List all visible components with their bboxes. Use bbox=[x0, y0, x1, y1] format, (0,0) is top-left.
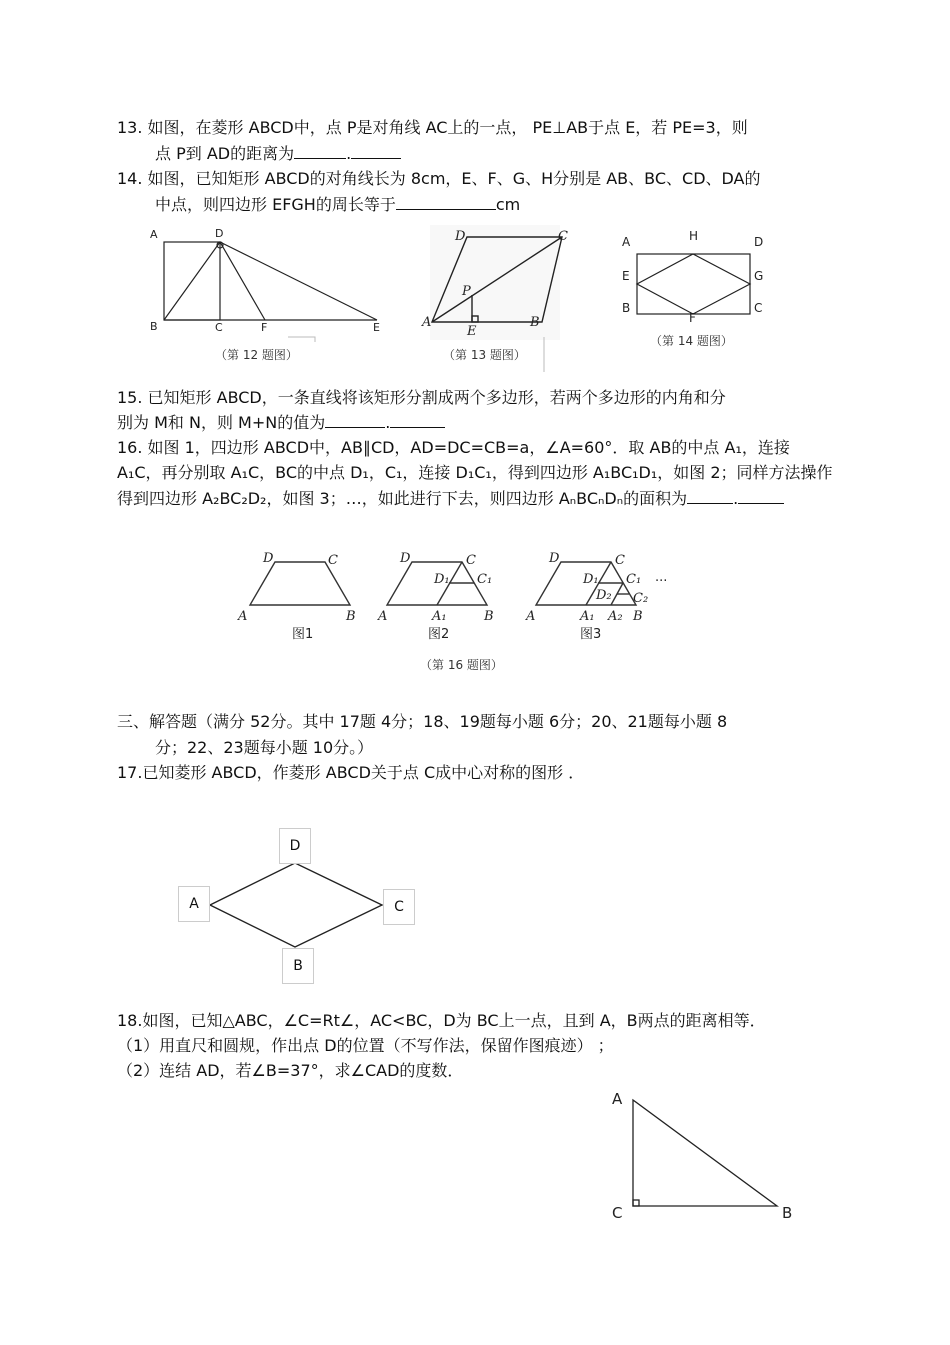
q15-line2 bbox=[117, 412, 445, 434]
fig16-fig2-label-A1: A₁ bbox=[432, 609, 447, 624]
fig13-label-P: P bbox=[462, 284, 471, 299]
fig16-fig1-label-D: D bbox=[263, 551, 274, 566]
fig16-fig3-label-A1: A₁ bbox=[580, 609, 595, 624]
fig16-fig3-label-C: C bbox=[615, 553, 625, 568]
fig16-fig3-label-A2: A₂ bbox=[608, 609, 623, 624]
fig16-fig3-label-D: D bbox=[549, 551, 560, 566]
figure-18 bbox=[600, 1080, 810, 1230]
figure-14 bbox=[615, 222, 785, 332]
q13-line1: 13. 如图，在菱形 ABCD中，点 P是对角线 AC上的一点， PE⊥AB于点 E，若 PE=3，则 bbox=[117, 118, 748, 137]
q15-line2-end: . bbox=[385, 413, 391, 432]
fig16-fig2-label-A: A bbox=[378, 609, 388, 624]
q13-line2-end: . bbox=[346, 144, 352, 163]
q17-text: 17.已知菱形 ABCD，作菱形 ABCD关于点 C成中心对称的图形 ． bbox=[117, 763, 585, 782]
q13-line2 bbox=[155, 143, 401, 165]
fig16-fig2-label-C1: C₁ bbox=[477, 572, 493, 587]
fig14-label-E: E bbox=[622, 269, 630, 283]
q14-line2-end: cm bbox=[495, 195, 521, 214]
answer-blank bbox=[687, 503, 733, 504]
fig14-label-A: A bbox=[622, 235, 631, 249]
q13-line2-text: 点 P到 AD的距离为 bbox=[155, 144, 295, 163]
fig16-fig3-label-C2: C₂ bbox=[633, 591, 649, 606]
fig16-fig2-label-B: B bbox=[484, 609, 494, 624]
fig18-label-C: C bbox=[612, 1204, 623, 1222]
fig12-label-F: F bbox=[261, 321, 268, 334]
fig16-fig3-label-B: B bbox=[633, 609, 643, 624]
fig12-label-C: C bbox=[215, 321, 223, 334]
fig16-fig3-label-C1: C₁ bbox=[626, 572, 642, 587]
fig14-label-C: C bbox=[754, 301, 763, 315]
fig13-caption: （第 13 题图） bbox=[443, 348, 526, 362]
fig14-label-F: F bbox=[689, 311, 696, 325]
fig16-fig1-label-C: C bbox=[328, 553, 338, 568]
q18-line2: （1）用直尺和圆规，作出点 D的位置（不写作法，保留作图痕迹） ； bbox=[117, 1036, 614, 1055]
q14-line1: 14. 如图，已知矩形 ABCD的对角线长为 8cm，E、F、G、H分别是 AB、BC、CD、DA的 bbox=[117, 169, 761, 188]
fig12-label-E: E bbox=[373, 321, 380, 334]
fig14-caption: （第 14 题图） bbox=[650, 334, 733, 348]
answer-blank bbox=[325, 427, 385, 428]
fig16-sub3: 图3 bbox=[580, 627, 602, 642]
fig14-label-H: H bbox=[689, 229, 699, 243]
q18-line1: 18.如图，已知△ABC，∠C=Rt∠，AC<BC，D为 BC上一点，且到 A，B两点的距离相等． bbox=[117, 1011, 766, 1030]
fig16-sub2: 图2 bbox=[428, 627, 450, 642]
fig16-fig2-label-D: D bbox=[400, 551, 411, 566]
fig17-label-B: B bbox=[282, 948, 314, 984]
fig13-label-A: A bbox=[422, 315, 432, 330]
fig17-label-C: C bbox=[383, 889, 415, 925]
fig12-caption: （第 12 题图） bbox=[215, 348, 298, 362]
fig18-label-A: A bbox=[612, 1090, 623, 1108]
fig13-label-D: D bbox=[455, 229, 466, 244]
fig18-label-B: B bbox=[782, 1204, 793, 1222]
answer-blank bbox=[390, 427, 445, 428]
fig16-fig1-label-B: B bbox=[346, 609, 356, 624]
q16-line3-text: 得到四边形 A₂BC₂D₂，如图 3；…，如此进行下去，则四边形 AₙBCₙDₙ的面积为 bbox=[117, 489, 688, 508]
q16-line3 bbox=[117, 488, 784, 510]
q18-line3: （2）连结 AD，若∠B=37°，求∠CAD的度数． bbox=[117, 1061, 464, 1080]
fig13-label-E: E bbox=[467, 324, 477, 339]
fig17-label-A: A bbox=[178, 886, 210, 922]
fig17-label-D: D bbox=[279, 828, 311, 864]
fig14-label-G: G bbox=[754, 269, 764, 283]
fig12-label-B: B bbox=[150, 320, 158, 333]
fig16-dots: ··· bbox=[655, 574, 668, 589]
answer-blank bbox=[351, 158, 401, 159]
answer-blank bbox=[294, 158, 346, 159]
fig16-fig3-label-D2: D₂ bbox=[596, 588, 612, 603]
q16-line3-end: . bbox=[733, 489, 739, 508]
section3-line2: 分；22、23题每小题 10分。） bbox=[155, 738, 374, 757]
answer-blank bbox=[396, 209, 496, 210]
answer-blank bbox=[738, 503, 784, 504]
fig16-fig2-label-C: C bbox=[466, 553, 476, 568]
section3-line1: 三、解答题（满分 52分。其中 17题 4分；18、19题每小题 6分；20、21题每小题 8 bbox=[117, 712, 728, 731]
fig12-label-D: D bbox=[215, 227, 224, 240]
fig16-fig1-label-A: A bbox=[238, 609, 248, 624]
fig16-fig3-label-A: A bbox=[526, 609, 536, 624]
q16-line2: A₁C，再分别取 A₁C，BC的中点 D₁，C₁，连接 D₁C₁，得到四边形 A₁BC₁D₁，如图 2；同样方法操作 bbox=[117, 463, 833, 482]
q14-line2-text: 中点，则四边形 EFGH的周长等于 bbox=[155, 195, 396, 214]
fig13-label-C: C bbox=[558, 229, 568, 244]
figure-12 bbox=[140, 222, 390, 342]
q14-line2 bbox=[155, 194, 520, 216]
fig13-label-B: B bbox=[530, 315, 540, 330]
fig16-fig2-label-D1: D₁ bbox=[434, 572, 450, 587]
fig14-label-B: B bbox=[622, 301, 631, 315]
fig16-fig3-label-D1: D₁ bbox=[583, 572, 599, 587]
fig14-label-D: D bbox=[754, 235, 764, 249]
fig12-label-A: A bbox=[150, 228, 158, 241]
q15-line1: 15. 已知矩形 ABCD，一条直线将该矩形分割成两个多边形，若两个多边形的内角和分 bbox=[117, 388, 726, 407]
fig16-sub1: 图1 bbox=[292, 627, 314, 642]
figure-16 bbox=[230, 540, 690, 650]
q16-line1: 16. 如图 1，四边形 ABCD中，AB∥CD，AD=DC=CB=a，∠A=60°．取 AB的中点 A₁，连接 bbox=[117, 438, 790, 457]
fig16-caption: （第 16 题图） bbox=[420, 658, 503, 672]
q15-line2-text: 别为 M和 N，则 M+N的值为 bbox=[117, 413, 326, 432]
